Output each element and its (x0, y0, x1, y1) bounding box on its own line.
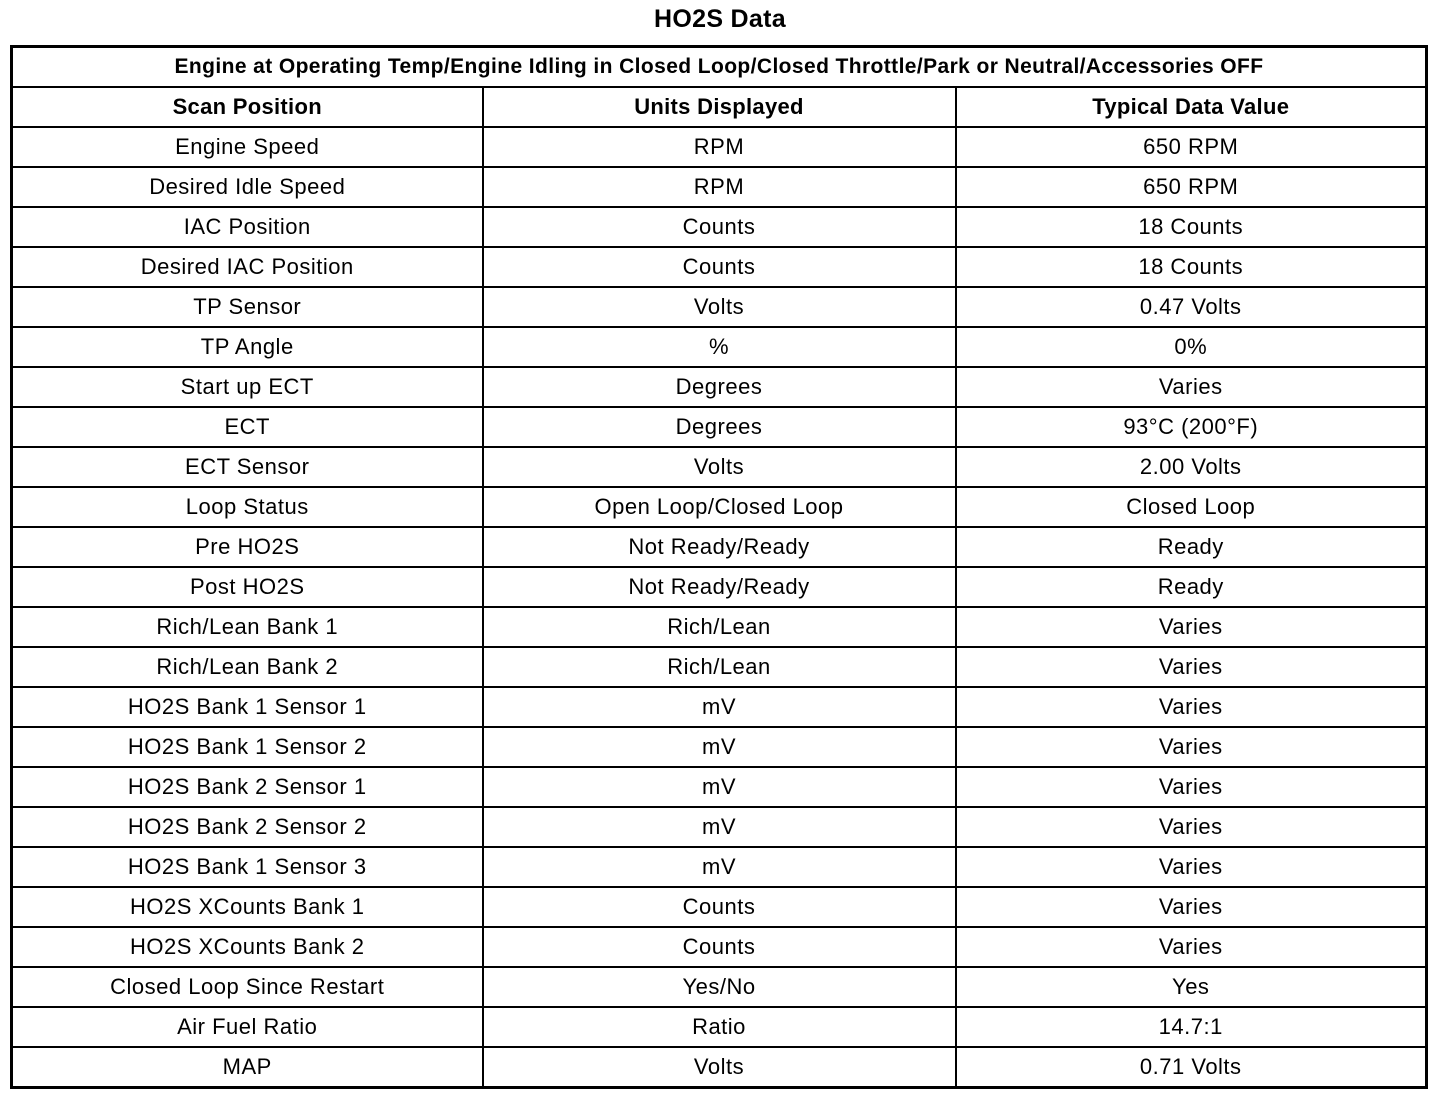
table-row (12, 1007, 1427, 1047)
typical-value-cell: Closed Loop (956, 487, 1427, 527)
table-row (12, 527, 1427, 567)
units-displayed-cell: Rich/Lean (483, 607, 956, 647)
units-displayed-cell: mV (483, 807, 956, 847)
units-displayed-cell: mV (483, 727, 956, 767)
table-row (12, 127, 1427, 167)
column-header-typical-data-value: Typical Data Value (956, 87, 1427, 127)
scan-position-cell: HO2S Bank 1 Sensor 3 (12, 847, 483, 887)
table-row (12, 167, 1427, 207)
units-displayed-cell: Not Ready/Ready (483, 567, 956, 607)
table-row (12, 847, 1427, 887)
units-displayed-cell: Volts (483, 287, 956, 327)
scan-position-cell: Rich/Lean Bank 2 (12, 647, 483, 687)
units-displayed-cell: Open Loop/Closed Loop (483, 487, 956, 527)
table-row (12, 407, 1427, 447)
table-body (12, 127, 1427, 1088)
typical-value-cell: Varies (956, 607, 1427, 647)
scan-position-cell: HO2S XCounts Bank 1 (12, 887, 483, 927)
typical-value-cell: 0% (956, 327, 1427, 367)
table-row (12, 207, 1427, 247)
typical-value-cell: Varies (956, 767, 1427, 807)
scan-position-cell: HO2S XCounts Bank 2 (12, 927, 483, 967)
units-displayed-cell: Degrees (483, 367, 956, 407)
table-row (12, 487, 1427, 527)
table-row (12, 607, 1427, 647)
header-row (12, 87, 1427, 127)
scan-position-cell: HO2S Bank 1 Sensor 1 (12, 687, 483, 727)
typical-value-cell: 650 RPM (956, 167, 1427, 207)
scan-position-cell: TP Sensor (12, 287, 483, 327)
scan-position-cell: Start up ECT (12, 367, 483, 407)
typical-value-cell: 0.71 Volts (956, 1047, 1427, 1088)
typical-value-cell: Varies (956, 807, 1427, 847)
table-row (12, 967, 1427, 1007)
units-displayed-cell: RPM (483, 167, 956, 207)
typical-value-cell: Yes (956, 967, 1427, 1007)
typical-value-cell: Varies (956, 887, 1427, 927)
scan-position-cell: Rich/Lean Bank 1 (12, 607, 483, 647)
scan-position-cell: HO2S Bank 2 Sensor 2 (12, 807, 483, 847)
scan-position-cell: Engine Speed (12, 127, 483, 167)
column-header-scan-position: Scan Position (12, 87, 483, 127)
units-displayed-cell: Yes/No (483, 967, 956, 1007)
page-title: HO2S Data (654, 5, 786, 33)
operating-condition-caption: Engine at Operating Temp/Engine Idling in Closed Loop/Closed Throttle/Park or Neutral/Accessories OFF (12, 47, 1427, 88)
units-displayed-cell: Counts (483, 247, 956, 287)
typical-value-cell: Varies (956, 647, 1427, 687)
units-displayed-cell: Volts (483, 447, 956, 487)
typical-value-cell: Ready (956, 567, 1427, 607)
table-row (12, 327, 1427, 367)
typical-value-cell: 93°C (200°F) (956, 407, 1427, 447)
typical-value-cell: Varies (956, 687, 1427, 727)
units-displayed-cell: RPM (483, 127, 956, 167)
scan-position-cell: ECT (12, 407, 483, 447)
scan-position-cell: Loop Status (12, 487, 483, 527)
typical-value-cell: Varies (956, 847, 1427, 887)
typical-value-cell: Varies (956, 727, 1427, 767)
table-row (12, 887, 1427, 927)
units-displayed-cell: mV (483, 767, 956, 807)
units-displayed-cell: Counts (483, 927, 956, 967)
units-displayed-cell: Degrees (483, 407, 956, 447)
table-row (12, 767, 1427, 807)
units-displayed-cell: % (483, 327, 956, 367)
scan-position-cell: Desired IAC Position (12, 247, 483, 287)
scan-position-cell: Closed Loop Since Restart (12, 967, 483, 1007)
scan-position-cell: Post HO2S (12, 567, 483, 607)
units-displayed-cell: Ratio (483, 1007, 956, 1047)
typical-value-cell: Varies (956, 367, 1427, 407)
typical-value-cell: 18 Counts (956, 207, 1427, 247)
units-displayed-cell: Counts (483, 887, 956, 927)
typical-value-cell: 0.47 Volts (956, 287, 1427, 327)
table-row (12, 927, 1427, 967)
table-row (12, 287, 1427, 327)
scan-position-cell: TP Angle (12, 327, 483, 367)
table-row (12, 247, 1427, 287)
typical-value-cell: 650 RPM (956, 127, 1427, 167)
column-header-units-displayed: Units Displayed (483, 87, 956, 127)
units-displayed-cell: mV (483, 687, 956, 727)
scan-position-cell: Desired Idle Speed (12, 167, 483, 207)
table-row (12, 1047, 1427, 1088)
scan-position-cell: IAC Position (12, 207, 483, 247)
table-row (12, 647, 1427, 687)
scan-position-cell: HO2S Bank 1 Sensor 2 (12, 727, 483, 767)
scan-position-cell: Air Fuel Ratio (12, 1007, 483, 1047)
table-row (12, 367, 1427, 407)
ho2s-data-table (10, 45, 1428, 1089)
scan-position-cell: MAP (12, 1047, 483, 1088)
units-displayed-cell: Counts (483, 207, 956, 247)
units-displayed-cell: Volts (483, 1047, 956, 1088)
typical-value-cell: 18 Counts (956, 247, 1427, 287)
units-displayed-cell: Rich/Lean (483, 647, 956, 687)
units-displayed-cell: mV (483, 847, 956, 887)
table-row (12, 687, 1427, 727)
scan-position-cell: ECT Sensor (12, 447, 483, 487)
typical-value-cell: Ready (956, 527, 1427, 567)
scan-position-cell: HO2S Bank 2 Sensor 1 (12, 767, 483, 807)
table-row (12, 807, 1427, 847)
table-row (12, 447, 1427, 487)
scan-position-cell: Pre HO2S (12, 527, 483, 567)
units-displayed-cell: Not Ready/Ready (483, 527, 956, 567)
table-row (12, 567, 1427, 607)
table-row (12, 727, 1427, 767)
typical-value-cell: 2.00 Volts (956, 447, 1427, 487)
condition-row (12, 47, 1427, 88)
typical-value-cell: 14.7:1 (956, 1007, 1427, 1047)
typical-value-cell: Varies (956, 927, 1427, 967)
